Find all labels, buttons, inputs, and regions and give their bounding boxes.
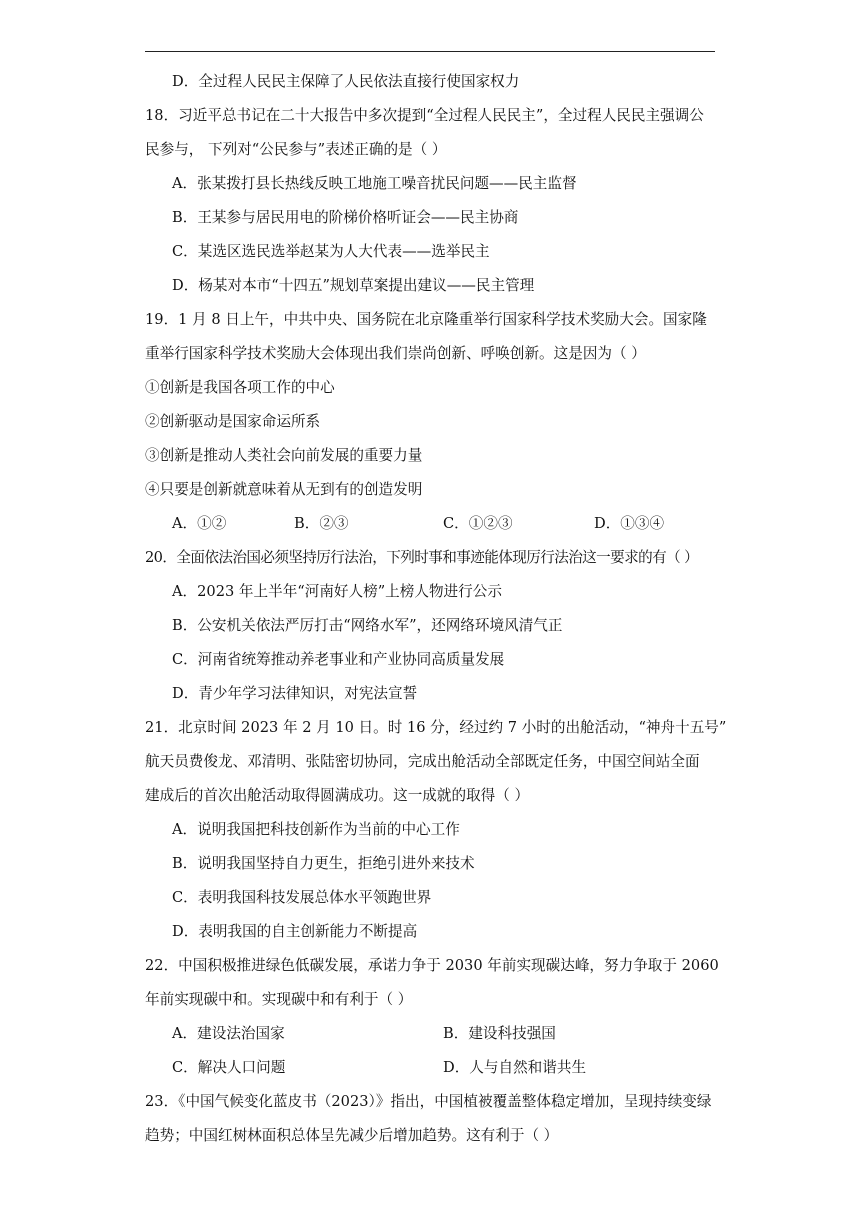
- q23-stem-line2: 趋势；中国红树林面积总体呈先减少后增加趋势。这有利于（ ）: [145, 1127, 559, 1144]
- q20-option-c: C．河南省统筹推动养老事业和产业协同高质量发展: [172, 651, 505, 668]
- q19-option-c: C．①②③: [443, 515, 513, 532]
- q20-option-a: A．2023 年上半年“河南好人榜”上榜人物进行公示: [172, 583, 502, 600]
- q19-stem-line1: 19．1 月 8 日上午，中共中央、国务院在北京隆重举行国家科学技术奖励大会。国家隆: [145, 311, 707, 328]
- q19-option-b: B．②③: [294, 515, 349, 532]
- q21-stem-line3: 建成后的首次出舱活动取得圆满成功。这一成就的取得（ ）: [145, 787, 530, 804]
- q19-option-d: D．①③④: [594, 515, 665, 532]
- q22-option-c: C．解决人口问题: [172, 1059, 286, 1076]
- q21-option-a: A．说明我国把科技创新作为当前的中心工作: [172, 821, 460, 838]
- q18-option-a: A．张某拨打县长热线反映工地施工噪音扰民问题——民主监督: [172, 175, 577, 192]
- q19-option-a: A．①②: [172, 515, 227, 532]
- q19-statement-3: ③创新是推动人类社会向前发展的重要力量: [145, 447, 423, 464]
- q20-stem-line1: 20．全面依法治国必须坚持厉行法治，下列时事和事迹能体现厉行法治这一要求的有（ ）: [145, 549, 699, 566]
- q18-stem-line2: 民参与， 下列对“公民参与”表述正确的是（ ）: [145, 141, 447, 158]
- q21-option-b: B．说明我国坚持自力更生，拒绝引进外来技术: [172, 855, 475, 872]
- q21-stem-line2: 航天员费俊龙、邓清明、张陆密切协同，完成出舱活动全部既定任务，中国空间站全面: [145, 753, 700, 770]
- q22-option-a: A．建设法治国家: [172, 1025, 285, 1042]
- q17-option-d: D．全过程人民民主保障了人民依法直接行使国家权力: [172, 73, 520, 90]
- q21-option-d: D．表明我国的自主创新能力不断提高: [172, 923, 418, 940]
- q20-option-d: D．青少年学习法律知识，对宪法宣誓: [172, 685, 418, 702]
- q21-stem-line1: 21．北京时间 2023 年 2 月 10 日。时 16 分，经过约 7 小时的出舱活动，“神舟十五号”: [145, 719, 727, 736]
- q19-stem-line2: 重举行国家科学技术奖励大会体现出我们崇尚创新、呼唤创新。这是因为（ ）: [145, 345, 646, 362]
- header-rule: [145, 51, 715, 52]
- q19-statement-1: ①创新是我国各项工作的中心: [145, 379, 335, 396]
- q19-statement-4: ④只要是创新就意味着从无到有的创造发明: [145, 481, 423, 498]
- q18-stem-line1: 18．习近平总书记在二十大报告中多次提到“全过程人民民主”，全过程人民民主强调公: [145, 107, 704, 124]
- q21-option-c: C．表明我国科技发展总体水平领跑世界: [172, 889, 432, 906]
- q19-statement-2: ②创新驱动是国家命运所系: [145, 413, 321, 430]
- q20-option-b: B．公安机关依法严厉打击“网络水军”，还网络环境风清气正: [172, 617, 563, 634]
- q22-stem-line1: 22．中国积极推进绿色低碳发展，承诺力争于 2030 年前实现碳达峰，努力争取于 2060: [145, 957, 719, 974]
- q18-option-b: B．王某参与居民用电的阶梯价格听证会——民主协商: [172, 209, 519, 226]
- q18-option-c: C．某选区选民选举赵某为人大代表——选举民主: [172, 243, 490, 260]
- q18-option-d: D．杨某对本市“十四五”规划草案提出建议——民主管理: [172, 277, 535, 294]
- q23-stem-line1: 23．《中国气候变化蓝皮书（2023）》指出，中国植被覆盖整体稳定增加，呈现持续变绿: [145, 1093, 712, 1110]
- q22-stem-line2: 年前实现碳中和。实现碳中和有利于（ ）: [145, 991, 413, 1008]
- q22-option-d: D．人与自然和谐共生: [443, 1059, 587, 1076]
- q22-option-b: B．建设科技强国: [443, 1025, 556, 1042]
